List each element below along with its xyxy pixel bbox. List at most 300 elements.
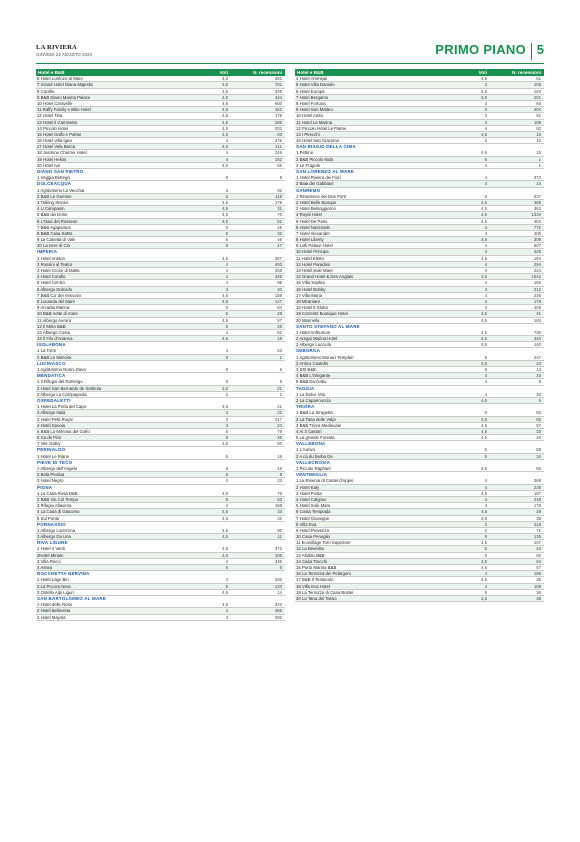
review-count: 33 — [277, 509, 282, 515]
review-count: 1334 — [531, 212, 541, 218]
hotel-name: 3 Hotel Posta — [296, 490, 322, 496]
town-heading: MENDATICA — [37, 373, 66, 379]
review-count: 71 — [536, 527, 541, 533]
review-count: 28 — [277, 323, 282, 329]
hotel-name: 11 Hotel Eletto — [296, 255, 324, 261]
review-count: 16 — [536, 373, 541, 379]
review-count: 163 — [533, 317, 541, 323]
table-row — [36, 516, 285, 522]
review-count: 50 — [277, 441, 282, 447]
review-count: 21 — [277, 385, 282, 391]
hotel-name: 3 Ostello Alpi Liguri — [37, 589, 74, 595]
review-count: 78 — [277, 428, 282, 434]
hotel-rating: 5 — [225, 230, 228, 236]
town-heading: PERINALDO — [37, 447, 66, 453]
review-count: 309 — [533, 237, 541, 243]
review-count: 23 — [536, 360, 541, 366]
hotel-name: 2 La Pecora Nera — [37, 583, 71, 589]
hotel-name: 19 Hotel Helios — [37, 156, 67, 162]
hotel-rating: 4,5 — [481, 218, 487, 224]
hotel-rating: 4 — [225, 261, 228, 267]
hotel-rating: 5 — [225, 237, 228, 243]
review-count: 376 — [274, 138, 282, 144]
hotel-rating: 4 — [225, 410, 228, 416]
hotel-name: 12 La Beverita — [296, 546, 324, 552]
hotel-name: 8 Hotel Fortuna — [296, 100, 326, 106]
review-count: 23 — [277, 478, 282, 484]
hotel-rating: 4,5 — [222, 527, 228, 533]
hotel-name: 9 Hotel Provenza — [296, 527, 329, 533]
town-heading: TRIORA — [296, 404, 315, 410]
review-count: 62 — [277, 329, 282, 335]
review-count: 187 — [533, 490, 541, 496]
review-count: 211 — [275, 144, 282, 150]
review-count: 135 — [533, 534, 541, 540]
hotel-rating: 3 — [225, 187, 228, 193]
review-count: 33 — [536, 391, 541, 397]
review-count: 31 — [277, 206, 282, 212]
hotel-name: 2 Antico Castello — [296, 360, 329, 366]
hotel-name: 6 Hotel Lorenzo al Mare — [37, 76, 83, 82]
hotel-rating: 5 — [225, 435, 228, 441]
hotel-rating: 4,5 — [222, 206, 228, 212]
hotel-rating: 4,5 — [222, 144, 228, 150]
town-heading: VALLECROSIA — [296, 459, 331, 465]
hotel-name: 1 Hotel 4 Venti — [37, 546, 65, 552]
review-count: 367 — [274, 255, 282, 261]
hotel-name: 2 Hotel Kaly — [296, 484, 320, 490]
hotel-rating: 4,5 — [481, 150, 487, 156]
table-row — [36, 590, 285, 596]
hotel-rating: 5 — [225, 224, 228, 230]
review-count: 406 — [533, 305, 541, 311]
hotel-rating: 5 — [225, 379, 228, 385]
hotel-rating: 5 — [484, 552, 487, 558]
table-row — [36, 534, 285, 540]
table-row — [36, 367, 285, 373]
hotel-rating: 4,5 — [222, 441, 228, 447]
hotel-rating: 4,5 — [222, 119, 228, 125]
hotel-rating: 5 — [225, 453, 228, 459]
review-count: 179 — [274, 199, 282, 205]
review-count: 218 — [533, 496, 541, 502]
hotel-rating: 4 — [484, 261, 487, 267]
review-count: 57 — [536, 565, 541, 570]
review-count: 36 — [536, 589, 541, 595]
page-divider — [531, 43, 532, 60]
hotel-rating: 5 — [225, 354, 228, 360]
hotel-name: 1 Albergo dell'Angelo — [37, 466, 78, 471]
hotel-rating: 4,5 — [222, 100, 228, 106]
review-count: 24 — [536, 181, 541, 187]
review-count: 14 — [277, 589, 282, 595]
hotel-rating: 4 — [225, 577, 228, 583]
hotel-rating: 4 — [484, 181, 487, 187]
review-count: 24 — [277, 422, 282, 428]
hotel-name: 3 Rifugio Allavena — [37, 503, 72, 509]
review-count: 41 — [536, 311, 541, 317]
right-table-body — [295, 76, 544, 602]
hotel-name: 6 Ca de Pria — [37, 435, 61, 441]
hotel-name: 3 Le Fragole — [296, 162, 321, 168]
hotel-rating: 4,5 — [222, 317, 228, 323]
hotel-rating: 4 — [225, 150, 228, 156]
hotel-rating: 5 — [484, 367, 487, 372]
hotel-rating: 5 — [225, 428, 228, 434]
hotel-name: 13 Albergo Costa — [37, 329, 70, 335]
hotel-name: 4 Hotel Calypso — [296, 496, 327, 502]
hotel-name: 3 Hotel Mayola — [37, 614, 66, 620]
hotel-name: 2 Bela Perdua — [37, 472, 65, 478]
hotel-name: 1 L'Aurivu — [296, 447, 315, 453]
hotel-rating: 4 — [225, 503, 228, 509]
header-name: Hotel e B&B — [297, 70, 324, 75]
hotel-name: 6 L'Oasi del Rossese — [37, 218, 78, 224]
hotel-name: 8 Villa Eva — [296, 521, 317, 527]
town-heading: TAGGIA — [296, 385, 315, 391]
newspaper-brand: LA RIVIERA — [36, 44, 78, 51]
hotel-name: 8 Hotel Liberty — [296, 237, 324, 243]
review-count: 51 — [277, 218, 282, 224]
hotel-rating: 4,5 — [481, 540, 487, 546]
hotel-rating: 4,5 — [222, 509, 228, 515]
hotel-rating: 3,5 — [481, 88, 487, 94]
table-row — [295, 342, 544, 348]
hotel-rating: 4 — [225, 422, 228, 428]
right-column — [295, 69, 544, 602]
hotel-name: 2 A cà du barba Ge — [296, 453, 333, 459]
review-count: 444 — [274, 94, 282, 100]
hotel-name: 11 Albergo Aurora — [37, 317, 72, 323]
review-count: 98 — [277, 280, 282, 286]
hotel-name: 2 B&B Le Gemme — [37, 193, 72, 199]
page-number: 5 — [536, 42, 544, 57]
hotel-rating: 4 — [484, 249, 487, 255]
hotel-name: 10 Hotel Anita — [296, 113, 323, 119]
review-count: 328 — [274, 88, 282, 94]
hotel-name: 19 La Terrazza di Casa Bostei — [296, 589, 354, 595]
review-count: 16 — [277, 466, 282, 471]
hotel-rating: 4 — [484, 496, 487, 502]
table-row — [36, 615, 285, 621]
hotel-name: 20 Marinella — [296, 317, 320, 323]
review-count: 5 — [538, 397, 541, 403]
hotel-rating: 4,5 — [481, 490, 487, 496]
hotel-name: 9 Hotel San Matteo — [296, 107, 333, 113]
review-count: 320 — [274, 577, 282, 583]
review-count: 465 — [274, 608, 282, 614]
review-count: 160 — [533, 255, 541, 261]
hotel-rating: 4 — [484, 292, 487, 298]
hotel-rating: 3 — [484, 521, 487, 527]
hotel-rating: 4 — [484, 571, 487, 577]
review-count: 38 — [536, 515, 541, 521]
review-count: 202 — [274, 125, 282, 131]
review-count: 247 — [533, 354, 541, 360]
hotel-name: 1 Residence dei Due Porti — [296, 193, 346, 199]
hotel-name: 5 La grande Foresta — [296, 435, 335, 441]
review-count: 40 — [277, 286, 282, 292]
review-count: 199 — [533, 119, 541, 125]
hotel-rating: 4,5 — [481, 76, 487, 82]
town-heading: ISOLABONA — [37, 342, 66, 348]
table-row — [36, 243, 285, 249]
hotel-name: 1 Il Rifugio del Ramingo — [37, 379, 83, 385]
hotel-rating: 4 — [484, 305, 487, 311]
review-count: 66 — [277, 162, 282, 168]
hotel-rating: 3,5 — [222, 385, 228, 391]
review-count: 335 — [274, 558, 282, 564]
hotel-name: 14 Grand Hotel & Des Anglais — [296, 274, 354, 280]
review-count: 8 — [279, 472, 282, 478]
hotel-name: 11 Ecovillage Torri Superiore — [296, 540, 351, 546]
table-row — [295, 379, 544, 385]
table-row — [36, 565, 285, 571]
hotel-rating: 4 — [225, 614, 228, 620]
table-row — [36, 355, 285, 361]
review-count: 343 — [533, 336, 541, 342]
review-count: 120 — [274, 583, 282, 589]
review-count: 155 — [533, 280, 541, 286]
hotel-rating: 5 — [225, 367, 228, 372]
review-count: 55 — [536, 416, 541, 422]
review-count: 1 — [279, 354, 282, 360]
review-count: 159 — [274, 292, 282, 298]
hotel-rating: 4,5 — [222, 602, 228, 608]
hotel-rating: 4,5 — [222, 490, 228, 496]
hotel-name: 18 Miramare — [296, 298, 321, 304]
hotel-name: 2 Hotel Belle Epoque — [296, 199, 337, 205]
hotel-rating: 4 — [484, 230, 487, 236]
review-count: 45 — [277, 435, 282, 441]
review-count: 772 — [533, 224, 541, 230]
table-row — [295, 163, 544, 169]
town-heading: IMPERIA — [37, 249, 58, 255]
town-heading: VENTIMIGLIA — [296, 472, 328, 478]
hotel-rating: 4,5 — [481, 237, 487, 243]
hotel-rating: 4,5 — [481, 577, 487, 583]
hotel-name: 20 La Tana del Tasso — [296, 595, 337, 601]
hotel-name: 1 Hotel Riviera dei Fiori — [296, 175, 341, 181]
hotel-name: 11 Hotel La Marina — [296, 119, 332, 125]
town-heading: DOLCEACQUA — [37, 181, 72, 187]
review-count: 63 — [277, 131, 282, 137]
town-heading: PIEVE DI TECO — [37, 459, 73, 465]
hotel-rating: 4,5 — [481, 416, 487, 422]
review-count: 159 — [533, 571, 541, 577]
hotel-name: 2 La Tana delle Volpi — [296, 416, 336, 422]
hotel-name: 3 Hotel Petit Royal — [37, 416, 73, 422]
hotel-name: 2 Aregai Marina Hotel — [296, 336, 338, 342]
hotel-name: 2 Hotel San Bernardo de Settimia — [37, 385, 102, 391]
hotel-name: 3 Talking Stones — [37, 199, 69, 205]
review-count: 38 — [536, 577, 541, 583]
hotel-rating: 4,5 — [481, 329, 487, 335]
review-count: 109 — [533, 82, 541, 88]
hotel-rating: 4,5 — [222, 199, 228, 205]
hotel-rating: 4 — [225, 608, 228, 614]
hotel-name: 4 La Casa di Giacomo — [37, 509, 80, 515]
hotel-name: 3 Hotel Negro — [37, 478, 64, 484]
hotel-name: 1 La Riserva di Castel d'Appio — [296, 478, 354, 484]
hotel-rating: 4 — [225, 478, 228, 484]
town-heading: OSPEDALETTI — [37, 397, 71, 403]
hotel-rating: 5 — [225, 323, 228, 329]
hotel-rating: 4,5 — [481, 199, 487, 205]
review-count: 64 — [277, 305, 282, 311]
review-count: 323 — [274, 602, 282, 608]
review-count: 90 — [277, 527, 282, 533]
hotel-rating: 4 — [484, 82, 487, 88]
review-count: 5 — [279, 379, 282, 385]
hotel-rating: 3,5 — [481, 466, 487, 471]
review-count: 24 — [536, 546, 541, 552]
hotel-name: 6 Hotel Nazionale — [296, 224, 330, 230]
hotel-name: 4 Hotel Corallo — [37, 274, 66, 280]
hotel-rating: 4,5 — [481, 311, 487, 317]
hotel-name: 7 B&B Ca' del Vescovo — [37, 292, 82, 298]
hotel-name: 3 Albergo La Campagnola — [37, 391, 87, 397]
hotel-name: 2 La Capannuccia — [296, 397, 331, 403]
hotel-name: 1 Hotel Anthurium — [296, 329, 331, 335]
review-count: 178 — [274, 113, 282, 119]
review-count: 16 — [277, 453, 282, 459]
review-count: 363 — [533, 206, 541, 212]
hotel-name: 3 S'B B&B — [296, 367, 316, 372]
review-count: 650 — [274, 100, 282, 106]
hotel-rating: 4,5 — [481, 397, 487, 403]
review-count: 106 — [274, 552, 282, 558]
hotel-name: 6 Hotel Europa — [296, 88, 325, 94]
table-row — [36, 441, 285, 447]
hotel-name: 2 B&B Le Mimose — [37, 354, 72, 360]
hotel-name: 16 Hotel Villa Igea — [37, 138, 72, 144]
review-count: 1 — [538, 156, 541, 162]
hotel-rating: 3 — [484, 107, 487, 113]
hotel-name: 1 Albergo Lorenzina — [37, 527, 76, 533]
hotel-name: 12 Hotel Tina — [37, 113, 63, 119]
town-heading: SAN BARTOLOMEO AL MARE — [37, 595, 107, 601]
hotel-rating: 4,5 — [222, 212, 228, 218]
hotel-rating: 4 — [225, 280, 228, 286]
hotel-name: 3 Hotel Belsoggiorno — [296, 206, 336, 212]
hotel-rating: 4,5 — [222, 298, 228, 304]
hotel-name: 5 B&B Da Gabu — [296, 379, 327, 385]
hotel-rating: 4,5 — [481, 558, 487, 564]
review-count: 56 — [536, 466, 541, 471]
hotel-rating: 4,5 — [222, 88, 228, 94]
hotel-rating: 4,5 — [481, 422, 487, 428]
review-count: 28 — [277, 311, 282, 317]
hotel-name: 1 Veggia Bottega — [37, 175, 70, 181]
hotel-name: 8 Locanda del Mare — [37, 298, 75, 304]
hotel-rating: 4,5 — [222, 515, 228, 521]
town-heading: VALLEBONA — [296, 441, 326, 447]
hotel-rating: 4 — [225, 268, 228, 273]
hotel-rating: 5 — [484, 453, 487, 459]
review-count: 238 — [533, 484, 541, 490]
table-row — [295, 466, 544, 472]
review-count: 22 — [277, 410, 282, 416]
review-count: 60 — [536, 100, 541, 106]
hotel-rating: 4,5 — [222, 131, 228, 137]
hotel-name: 14 I Pirecchi — [296, 131, 320, 137]
table-row — [36, 478, 285, 484]
table-row — [36, 175, 285, 181]
review-count: 537 — [533, 193, 541, 199]
table-row — [295, 318, 544, 324]
review-count: 92 — [277, 187, 282, 193]
review-count: 92 — [536, 410, 541, 416]
hotel-rating: 3,5 — [222, 404, 228, 410]
review-count: 6 — [279, 367, 282, 372]
hotel-rating: 4 — [484, 175, 487, 181]
review-count: 162 — [274, 156, 282, 162]
review-count: 201 — [533, 94, 541, 100]
hotel-rating: 5 — [484, 534, 487, 540]
hotel-name: 9 La Casetta di Vale — [37, 237, 76, 243]
review-count: 109 — [533, 583, 541, 589]
hotel-name: 9 Lolli Palace Hotel — [296, 243, 333, 249]
hotel-name: 3 B&B Triora Medievale — [296, 422, 342, 428]
hotel-rating: 4 — [484, 478, 487, 484]
hotel-name: 1 Piccolo Raphael — [296, 466, 331, 471]
review-count: 82 — [536, 125, 541, 131]
hotel-rating: 5 — [225, 565, 228, 570]
table-header — [36, 69, 285, 76]
header-voti: Voti — [219, 70, 228, 75]
review-count: 6 — [279, 565, 282, 570]
town-heading: DIANO SAN PIETRO — [37, 169, 84, 174]
hotel-name: 1 La Torre — [37, 348, 57, 354]
hotel-rating: 5 — [484, 354, 487, 360]
review-count: 57 — [536, 422, 541, 428]
hotel-rating: 4,5 — [222, 552, 228, 558]
hotel-name: 15 Villa Sophia — [296, 280, 325, 286]
review-count: 70 — [277, 212, 282, 218]
hotel-name: 7 Grand Hotel Diana Majestic — [37, 82, 94, 88]
hotel-name: 16 Hotel Bobby — [296, 286, 326, 292]
hotel-rating: 4 — [484, 379, 487, 385]
review-count: 20 — [536, 435, 541, 441]
hotel-name: 15 Hotel Golfo e Palme — [37, 131, 82, 137]
hotel-name: 17 B&B Il Tentacolo — [296, 577, 334, 583]
hotel-name: 2 B&B Piccolo Nido — [296, 156, 334, 162]
hotel-rating: 3 — [484, 138, 487, 144]
hotel-rating: 4,5 — [222, 94, 228, 100]
review-count: 107 — [533, 540, 541, 546]
review-count: 245 — [274, 150, 282, 156]
table-row — [295, 181, 544, 187]
hotel-rating: 3,5 — [481, 336, 487, 342]
hotel-rating: 4,5 — [222, 82, 228, 88]
hotel-rating: 3 — [484, 113, 487, 119]
review-count: 462 — [533, 218, 541, 224]
hotel-name: 10 La torre di Clo — [37, 243, 70, 249]
review-count: 8 — [279, 175, 282, 181]
review-count: 33 — [536, 428, 541, 434]
table-row — [295, 596, 544, 602]
review-count: 218 — [533, 521, 541, 527]
review-count: 224 — [533, 268, 541, 273]
town-heading: SEBORGA — [296, 348, 321, 354]
masthead — [36, 43, 544, 63]
hotel-rating: 4,5 — [481, 595, 487, 601]
hotel-rating: 3,5 — [481, 342, 487, 348]
hotel-name: 12 Piccolo Hotel Le Palme — [296, 125, 347, 131]
hotel-name: 5 Sul Ponte — [37, 515, 60, 521]
hotel-name: 7 Hotel Giuseppe — [296, 515, 330, 521]
